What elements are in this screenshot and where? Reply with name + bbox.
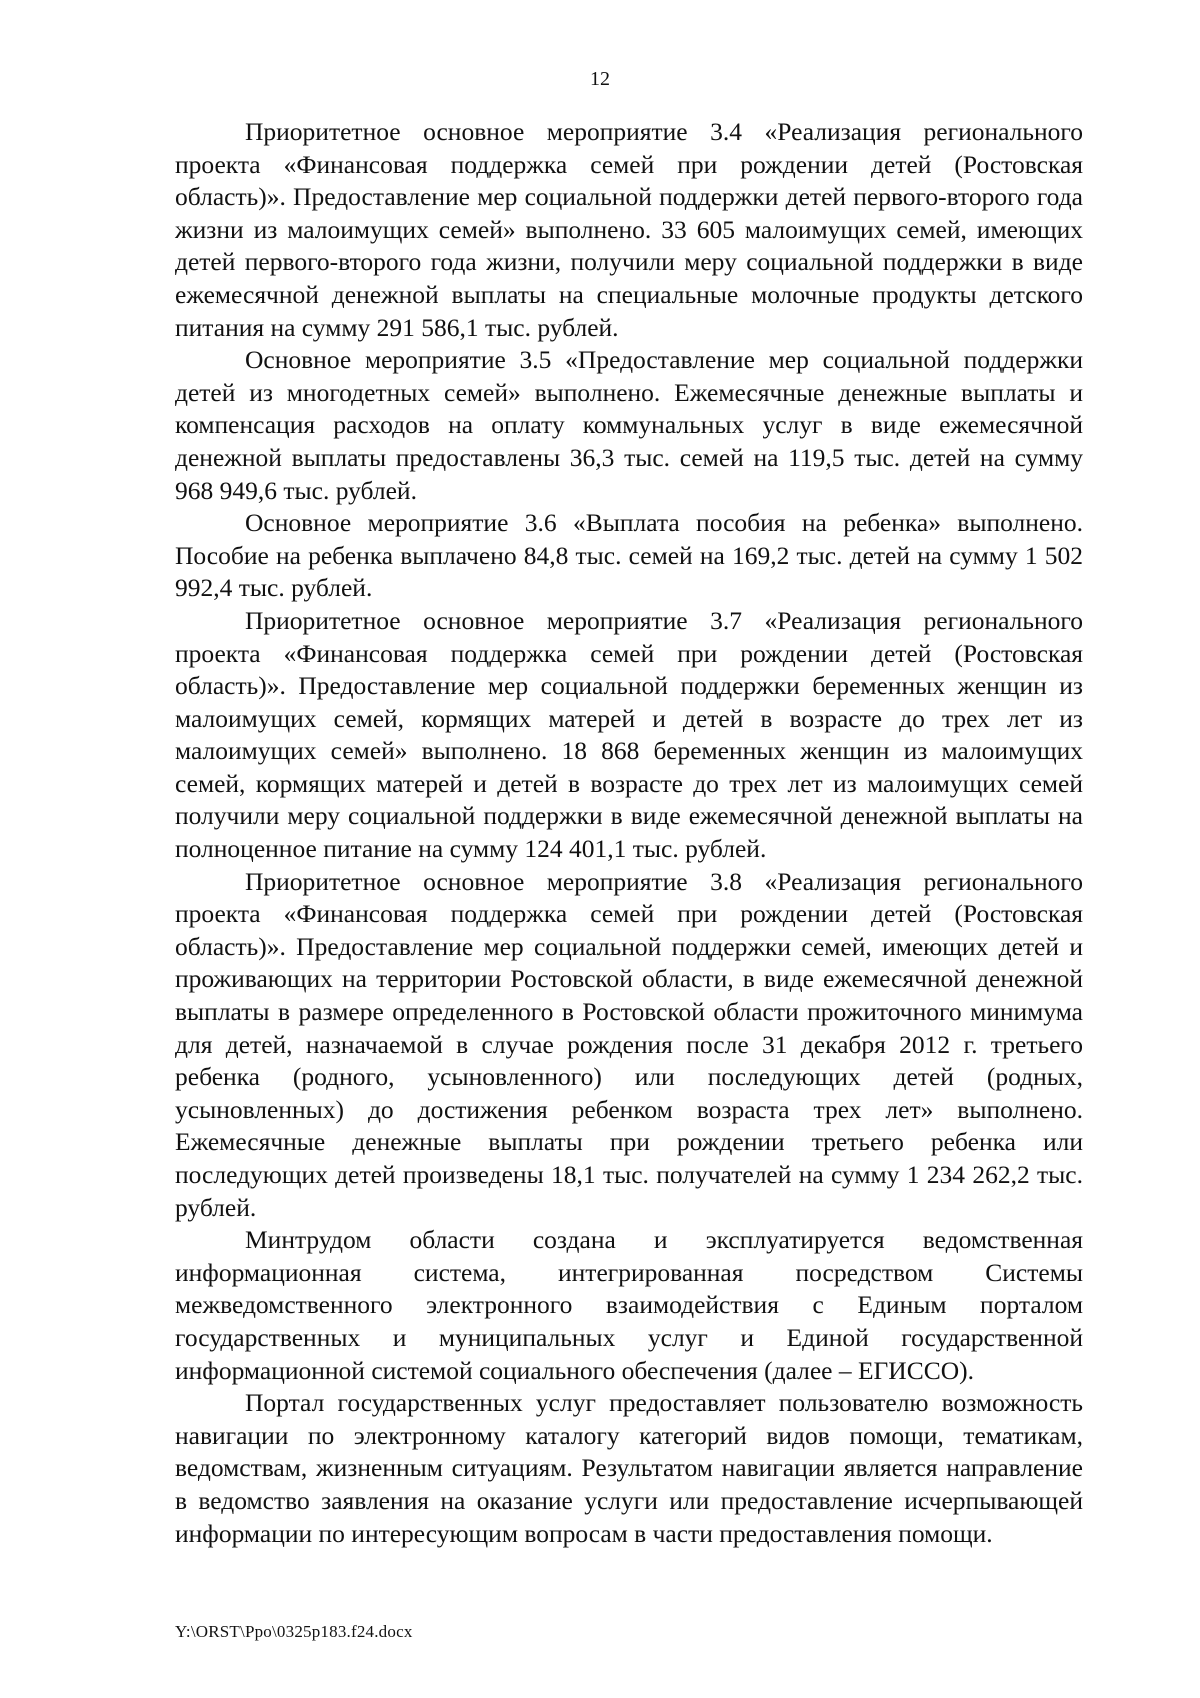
paragraph-measure-3-6: Основное мероприятие 3.6 «Выплата пособия на ребенка» выполнено. Пособие на ребенка выплачено 84,8 тыс. семей на 169,2 тыс. детей на сумму 1 502 992,4 тыс. рублей. bbox=[175, 508, 1083, 603]
paragraph-measure-3-8: Приоритетное основное мероприятие 3.8 «Реализация регионального проекта «Финансовая поддержка семей при рождении детей (Ростовская область)». Предоставление мер социальной поддержки семей, имеющих детей и проживающих на территории Ростовской области, в виде ежемесячной денежной выплаты в размере определенного в Ростовской области прожиточного минимума для детей, назначаемой в случае рождения после 31 декабря 2012 г. третьего ребенка (родного, усыновленного) или последующих детей (родных, усыновленных) до достижения ребенком возраста трех лет» выполнено. Ежемесячные денежные выплаты при рождении третьего ребенка или последующих детей произведены 18,1 тыс. получателей на сумму 1 234 262,2 тыс. рублей. bbox=[175, 866, 1083, 1222]
paragraph-measure-3-4: Приоритетное основное мероприятие 3.4 «Реализация регионального проекта «Финансовая поддержка семей при рождении детей (Ростовская область)». Предоставление мер социальной поддержки детей первого-второго года жизни из малоимущих семей» выполнено. 33 605 малоимущих семей, имеющих детей первого-второго года жизни, получили меру социальной поддержки в виде ежемесячной денежной выплаты на специальные молочные продукты детского питания на сумму 291 586,1 тыс. рублей. bbox=[175, 117, 1083, 342]
paragraph-public-services-portal: Портал государственных услуг предоставляет пользователю возможность навигации по электронному каталогу категорий видов помощи, тематикам, ведомствам, жизненным ситуациям. Результатом навигации является направление в ведомство заявления на оказание услуги или предоставление исчерпывающей информации по интересующим вопросам в части предоставления помощи. bbox=[175, 1388, 1083, 1548]
paragraph-measure-3-5: Основное мероприятие 3.5 «Предоставление мер социальной поддержки детей из многодетных семей» выполнено. Ежемесячные денежные выплаты и компенсация расходов на оплату коммунальных услуг в виде ежемесячной денежной выплаты предоставлены 36,3 тыс. семей на 119,5 тыс. детей на сумму 968 949,6 тыс. рублей. bbox=[175, 345, 1083, 505]
paragraph-measure-3-7: Приоритетное основное мероприятие 3.7 «Реализация регионального проекта «Финансовая поддержка семей при рождении детей (Ростовская область)». Предоставление мер социальной поддержки беременных женщин из малоимущих семей, кормящих матерей и детей в возрасте до трех лет из малоимущих семей» выполнено. 18 868 беременных женщин из малоимущих семей, кормящих матерей и детей в возрасте до трех лет из малоимущих семей получили меру социальной поддержки в виде ежемесячной денежной выплаты на полноценное питание на сумму 124 401,1 тыс. рублей. bbox=[175, 605, 1083, 864]
document-body bbox=[175, 116, 1083, 1550]
footer-file-path: Y:\ORST\Ppo\0325p183.f24.docx bbox=[175, 1622, 413, 1641]
paragraph-information-system: Минтрудом области создана и эксплуатируется ведомственная информационная система, интегрированная посредством Системы межведомственного электронного взаимодействия с Единым порталом государственных и муниципальных услуг и Единой государственной информационной системой социального обеспечения (далее – ЕГИССО). bbox=[175, 1225, 1083, 1385]
page-number: 12 bbox=[590, 68, 610, 90]
